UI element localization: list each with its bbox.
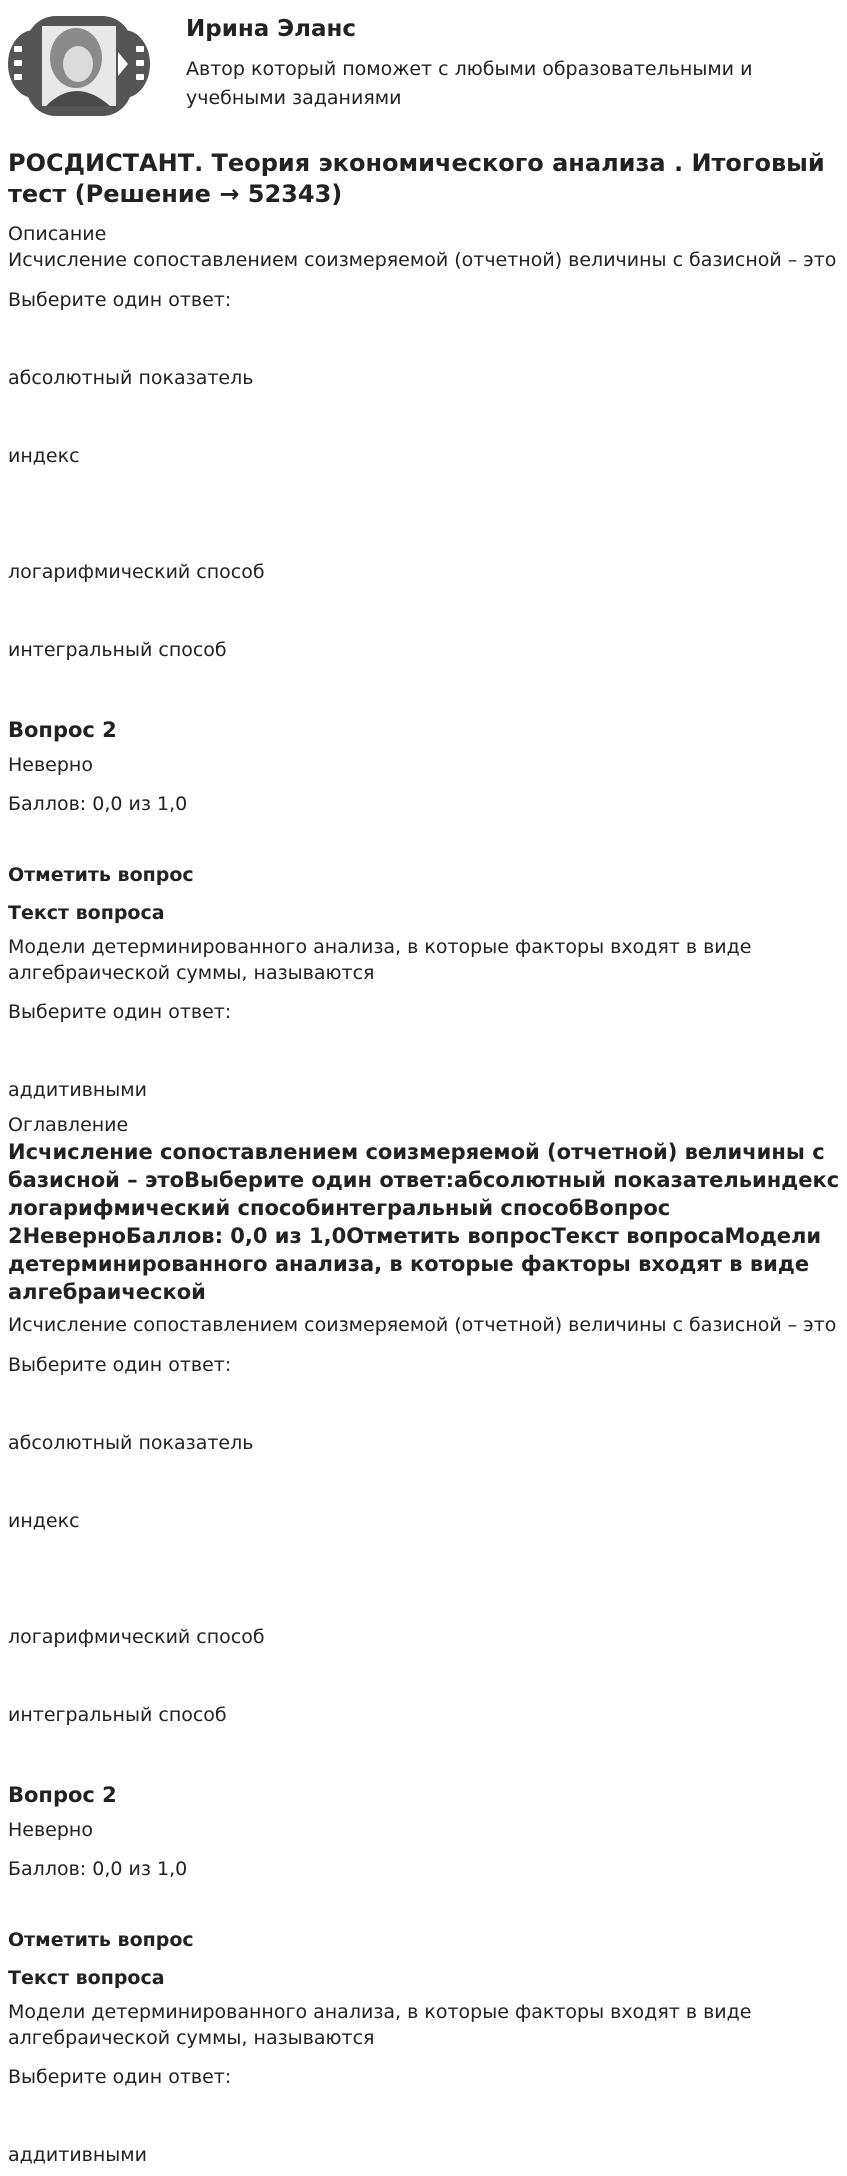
toc-question-2-answer: аддитивными <box>8 2144 147 2166</box>
question-2-heading: Вопрос 2 <box>8 718 117 742</box>
toc-answer-option: абсолютный показатель <box>8 1432 254 1454</box>
toc-question-2-status: Неверно <box>8 1819 93 1841</box>
author-photo-in-filmstrip-icon <box>6 6 152 126</box>
toc-question-2-score: Баллов: 0,0 из 1,0 <box>8 1858 188 1880</box>
question-2-prompt: Выберите один ответ: <box>8 1001 232 1023</box>
question-2-status: Неверно <box>8 754 93 776</box>
toc-question-2-prompt: Выберите один ответ: <box>8 2066 232 2088</box>
question-2-text: Модели детерминированного анализа, в которые факторы входят в виде алгебраической суммы, называются <box>8 936 752 984</box>
main-content <box>8 148 840 2168</box>
question-2-score: Баллов: 0,0 из 1,0 <box>8 793 188 815</box>
author-name: Ирина Эланс <box>186 16 357 42</box>
description-label: Описание <box>8 223 107 245</box>
page-title: РОСДИСТАНТ. Теория экономического анализа . Итоговый тест (Решение → 52343) <box>8 149 825 208</box>
toc-question-2-heading: Вопрос 2 <box>8 1783 117 1807</box>
answer-option: логарифмический способ <box>8 561 265 583</box>
toc-flag-question-link: Отметить вопрос <box>8 1929 194 1951</box>
question-1-prompt: Выберите один ответ: <box>8 289 232 311</box>
toc-title: Исчисление сопоставлением соизмеряемой (отчетной) величины с базисной – этоВыберите один ответ:абсолютный показательиндекс логарифмический способинтегральный способВопрос 2НеверноБаллов: 0,0 из 1,0Отметить вопросТекст вопросаМодели детерминированного анализа, в которые факторы входят в виде алгебраической <box>8 1140 840 1304</box>
question-text-label: Текст вопроса <box>8 902 165 924</box>
question-2-answer: аддитивными <box>8 1079 147 1101</box>
toc-answer-option: логарифмический способ <box>8 1626 265 1648</box>
answer-option: интегральный способ <box>8 639 227 661</box>
flag-question-link: Отметить вопрос <box>8 864 194 886</box>
answer-option: индекс <box>8 445 80 467</box>
toc-question-1-text: Исчисление сопоставлением соизмеряемой (отчетной) величины с базисной – это <box>8 1314 837 1336</box>
toc-answer-option: индекс <box>8 1510 80 1532</box>
toc-question-2-text: Модели детерминированного анализа, в которые факторы входят в виде алгебраической суммы, называются <box>8 2001 752 2049</box>
author-description: Автор который поможет с любыми образовательными и учебными заданиями <box>186 58 753 109</box>
toc-question-text-label: Текст вопроса <box>8 1967 165 1989</box>
toc-question-1-prompt: Выберите один ответ: <box>8 1354 232 1376</box>
toc-answer-option: интегральный способ <box>8 1704 227 1726</box>
answer-option: абсолютный показатель <box>8 367 254 389</box>
question-1-text: Исчисление сопоставлением соизмеряемой (отчетной) величины с базисной – это <box>8 249 837 271</box>
toc-label: Оглавление <box>8 1114 129 1136</box>
author-card <box>6 6 836 126</box>
